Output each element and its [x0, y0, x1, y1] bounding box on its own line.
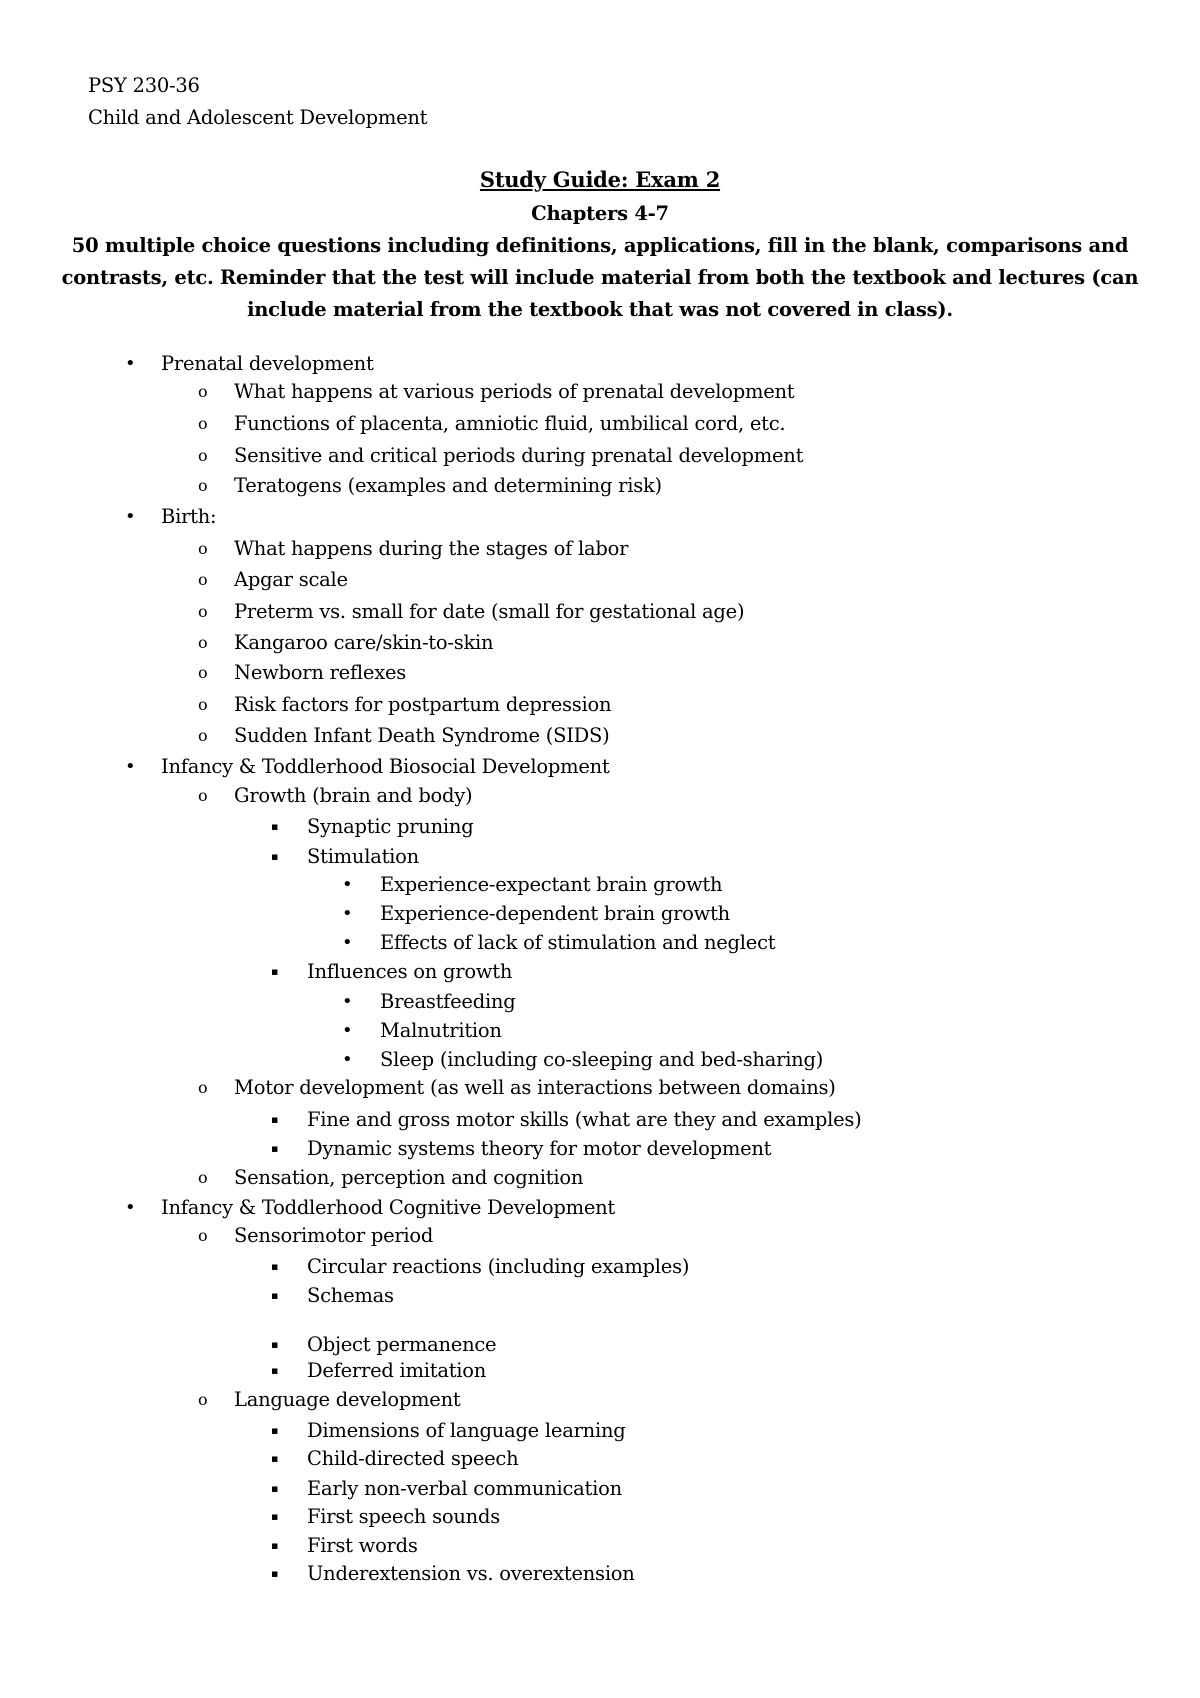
outline-item-level-2: Sensorimotor period — [234, 1224, 434, 1247]
bullet-marker-level-1: • — [125, 1197, 136, 1218]
bullet-marker-level-2: o — [198, 1168, 208, 1187]
outline-item-level-2: Newborn reflexes — [234, 661, 406, 684]
outline-item-level-3: Underextension vs. overextension — [307, 1562, 635, 1585]
bullet-marker-level-4: • — [342, 1020, 353, 1041]
bullet-marker-level-3: ▪ — [271, 1567, 279, 1580]
bullet-marker-level-2: o — [198, 663, 208, 682]
outline-item-level-3: Influences on growth — [307, 960, 513, 983]
outline-item-level-2: Motor development (as well as interactions between domains) — [234, 1076, 836, 1099]
outline-item-level-2: What happens at various periods of prenatal development — [234, 380, 795, 403]
bullet-marker-level-3: ▪ — [271, 1142, 279, 1155]
bullet-marker-level-3: ▪ — [271, 1338, 279, 1351]
bullet-marker-level-4: • — [342, 1049, 353, 1070]
outline-item-level-1: Infancy & Toddlerhood Cognitive Development — [161, 1196, 616, 1219]
document-title: Study Guide: Exam 2 — [479, 167, 721, 192]
outline-item-level-1: Prenatal development — [161, 352, 374, 375]
outline-item-level-1: Birth: — [161, 505, 217, 528]
bullet-marker-level-3: ▪ — [271, 1452, 279, 1465]
outline-item-level-3: Object permanence — [307, 1333, 497, 1356]
outline-item-level-2: What happens during the stages of labor — [234, 537, 629, 560]
outline-item-level-2: Functions of placenta, amniotic fluid, umbilical cord, etc. — [234, 412, 786, 435]
bullet-marker-level-3: ▪ — [271, 965, 279, 978]
course-code: PSY 230-36 — [88, 74, 200, 97]
outline-item-level-2: Kangaroo care/skin-to-skin — [234, 631, 494, 654]
outline-item-level-3: First words — [307, 1534, 418, 1557]
bullet-marker-level-2: o — [198, 446, 208, 465]
outline-item-level-1: Infancy & Toddlerhood Biosocial Development — [161, 755, 610, 778]
description-line: 50 multiple choice questions including definitions, applications, fill in the blank, comparisons and — [71, 234, 1129, 257]
outline-item-level-4: Sleep (including co-sleeping and bed-sharing) — [380, 1048, 824, 1071]
outline-item-level-4: Experience-expectant brain growth — [380, 873, 723, 896]
bullet-marker-level-3: ▪ — [271, 1289, 279, 1302]
outline-item-level-2: Apgar scale — [234, 568, 348, 591]
outline-item-level-2: Growth (brain and body) — [234, 784, 473, 807]
outline-item-level-3: Dimensions of language learning — [307, 1419, 626, 1442]
bullet-marker-level-2: o — [198, 539, 208, 558]
outline-item-level-3: Synaptic pruning — [307, 815, 474, 838]
outline-item-level-2: Sensitive and critical periods during prenatal development — [234, 444, 804, 467]
bullet-marker-level-4: • — [342, 932, 353, 953]
description-line: contrasts, etc. Reminder that the test will include material from both the textbook and lectures (can — [61, 266, 1139, 289]
bullet-marker-level-2: o — [198, 1390, 208, 1409]
course-name: Child and Adolescent Development — [88, 106, 428, 129]
bullet-marker-level-2: o — [198, 633, 208, 652]
bullet-marker-level-2: o — [198, 570, 208, 589]
bullet-marker-level-4: • — [342, 874, 353, 895]
bullet-marker-level-4: • — [342, 903, 353, 924]
outline-item-level-3: Child-directed speech — [307, 1447, 519, 1470]
bullet-marker-level-1: • — [125, 756, 136, 777]
bullet-marker-level-3: ▪ — [271, 1260, 279, 1273]
outline-item-level-2: Risk factors for postpartum depression — [234, 693, 612, 716]
bullet-marker-level-2: o — [198, 1078, 208, 1097]
bullet-marker-level-2: o — [198, 414, 208, 433]
bullet-marker-level-3: ▪ — [271, 1364, 279, 1377]
outline-item-level-2: Language development — [234, 1388, 461, 1411]
bullet-marker-level-3: ▪ — [271, 1424, 279, 1437]
bullet-marker-level-1: • — [125, 353, 136, 374]
description-line: include material from the textbook that was not covered in class). — [247, 298, 953, 321]
bullet-marker-level-3: ▪ — [271, 1539, 279, 1552]
outline-item-level-2: Preterm vs. small for date (small for gestational age) — [234, 600, 745, 623]
outline-item-level-3: First speech sounds — [307, 1505, 500, 1528]
outline-item-level-2: Teratogens (examples and determining risk) — [234, 474, 662, 497]
bullet-marker-level-2: o — [198, 786, 208, 805]
bullet-marker-level-2: o — [198, 382, 208, 401]
outline-item-level-4: Effects of lack of stimulation and neglect — [380, 931, 776, 954]
bullet-marker-level-3: ▪ — [271, 1113, 279, 1126]
chapters-subtitle: Chapters 4-7 — [531, 202, 669, 225]
outline-item-level-3: Early non-verbal communication — [307, 1477, 622, 1500]
bullet-marker-level-2: o — [198, 726, 208, 745]
bullet-marker-level-2: o — [198, 476, 208, 495]
bullet-marker-level-3: ▪ — [271, 820, 279, 833]
bullet-marker-level-3: ▪ — [271, 850, 279, 863]
outline-item-level-3: Dynamic systems theory for motor development — [307, 1137, 772, 1160]
bullet-marker-level-2: o — [198, 602, 208, 621]
outline-item-level-3: Deferred imitation — [307, 1359, 487, 1382]
outline-item-level-2: Sensation, perception and cognition — [234, 1166, 584, 1189]
outline-item-level-3: Schemas — [307, 1284, 394, 1307]
outline-item-level-3: Circular reactions (including examples) — [307, 1255, 690, 1278]
bullet-marker-level-3: ▪ — [271, 1510, 279, 1523]
outline-item-level-4: Malnutrition — [380, 1019, 502, 1042]
bullet-marker-level-1: • — [125, 506, 136, 527]
bullet-marker-level-2: o — [198, 1226, 208, 1245]
bullet-marker-level-4: • — [342, 991, 353, 1012]
outline-item-level-2: Sudden Infant Death Syndrome (SIDS) — [234, 724, 610, 747]
bullet-marker-level-3: ▪ — [271, 1482, 279, 1495]
bullet-marker-level-2: o — [198, 695, 208, 714]
outline-item-level-4: Experience-dependent brain growth — [380, 902, 730, 925]
outline-item-level-3: Fine and gross motor skills (what are they and examples) — [307, 1108, 862, 1131]
outline-item-level-3: Stimulation — [307, 845, 419, 868]
outline-item-level-4: Breastfeeding — [380, 990, 516, 1013]
